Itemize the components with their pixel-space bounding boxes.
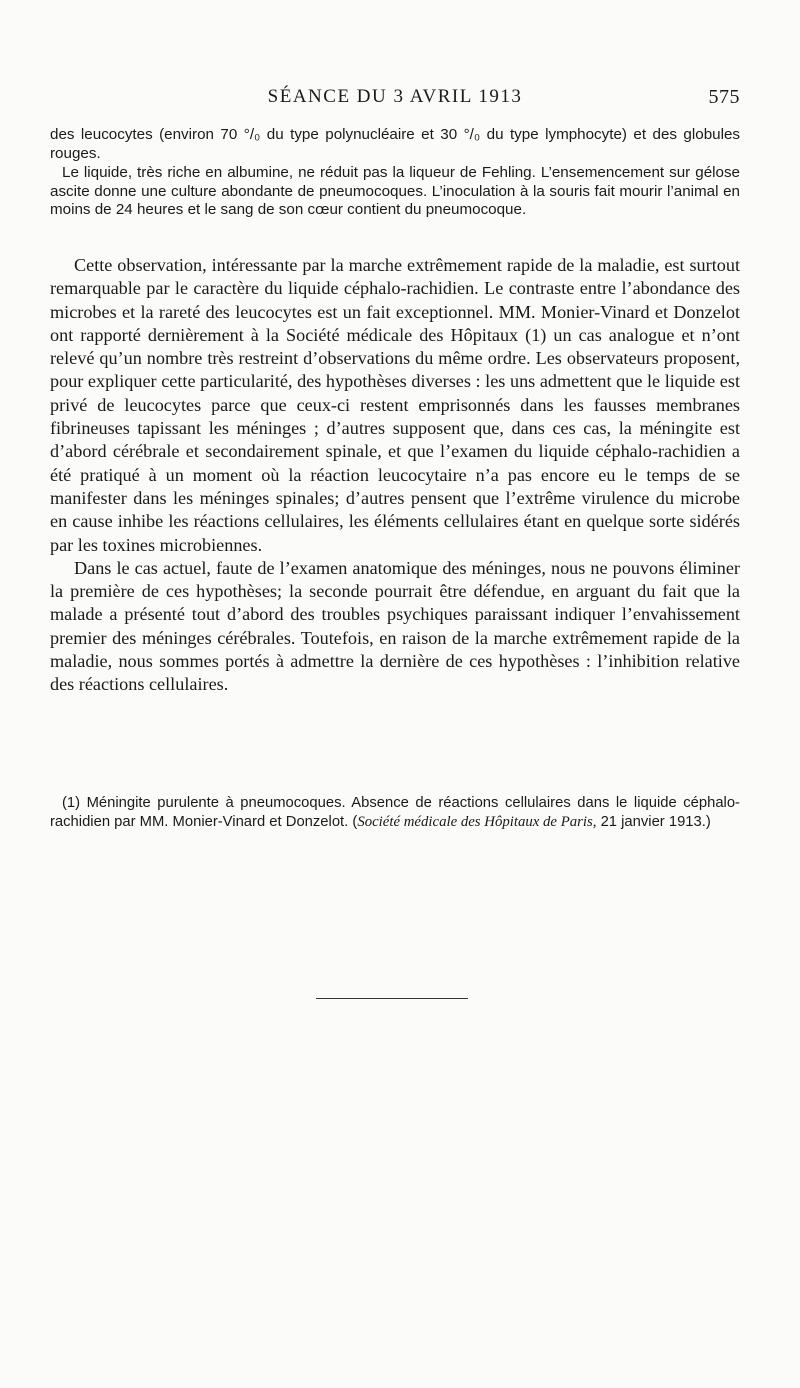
footnote-text: (1) Méningite purulente à pneumocoques. Absence de réactions cellulaires dans le liquide céphalo-rachidien par MM. Monier-Vinard et Donzelot. ( [50,795,740,830]
case-report-continuation [50,126,740,163]
footnote [50,794,740,831]
discussion-section [50,254,740,697]
footnote-citation: Société médicale des Hôpitaux de Paris, [357,813,597,830]
page-header [50,86,740,116]
cells-paragraph: des leucocytes (environ 70 °/₀ du type polynucléaire et 30 °/₀ du type lymphocyte) et des globules rouges. [50,126,740,162]
running-title: SÉANCE DU 3 AVRIL 1913 [267,86,523,107]
discussion-paragraph-1: Cette observation, intéressante par la marche extrêmement rapide de la maladie, est surtout remarquable par le caractère du liquide céphalo-rachidien. Le contraste entre l’abondance des microbes et la rareté des leucocytes est un fait exceptionnel. MM. Monier-Vinard et Donzelot ont rapporté dernièrement à la Société médicale des Hôpitaux (1) un cas analogue et n’ont relevé qu’un nombre très restreint d’observations du même ordre. Les observateurs proposent, pour expliquer cette particularité, des hypothèses diverses : les uns admettent que le liquide est privé de leucocytes parce que ceux-ci restent emprisonnés dans les fausses membranes fibrineuses tapissant les méninges ; d’autres supposent que, dans ces cas, la méningite est d’abord cérébrale et secondairement spinale, et que l’examen du liquide céphalo-rachidien a été pratiqué à un moment où la réaction leucocytaire n’a pas encore eu le temps de se manifester dans les méninges spinales; d’autres pensent que l’extrême virulence du microbe en cause inhibe les réactions cellulaires, les éléments cellulaires étant en quelque sorte sidérés par les toxines microbiennes. [50,255,740,555]
fluid-paragraph: Le liquide, très riche en albumine, ne réduit pas la liqueur de Fehling. L’ensemencement sur gélose ascite donne une culture abondante de pneumocoques. L’inoculation à la souris fait mourir l’animal en moins de 24 heures et le sang de son cœur contient du pneumocoque. [50,164,740,219]
case-report-fluid [50,164,740,220]
end-rule [316,998,468,999]
discussion-paragraph-2: Dans le cas actuel, faute de l’examen anatomique des méninges, nous ne pouvons éliminer la première de ces hypothèses; la seconde pourrait être défendue, en arguant du fait que la malade a présenté tout d’abord des troubles psychiques paraissant indiquer l’envahissement premier des méninges cérébrales. Toutefois, en raison de la marche extrêmement rapide de la maladie, nous sommes portés à admettre la dernière de ces hypothèses : l’inhibition relative des réactions cellulaires. [50,557,740,695]
footnote-date: 21 janvier 1913.) [596,813,711,830]
page-number: 575 [708,86,740,108]
